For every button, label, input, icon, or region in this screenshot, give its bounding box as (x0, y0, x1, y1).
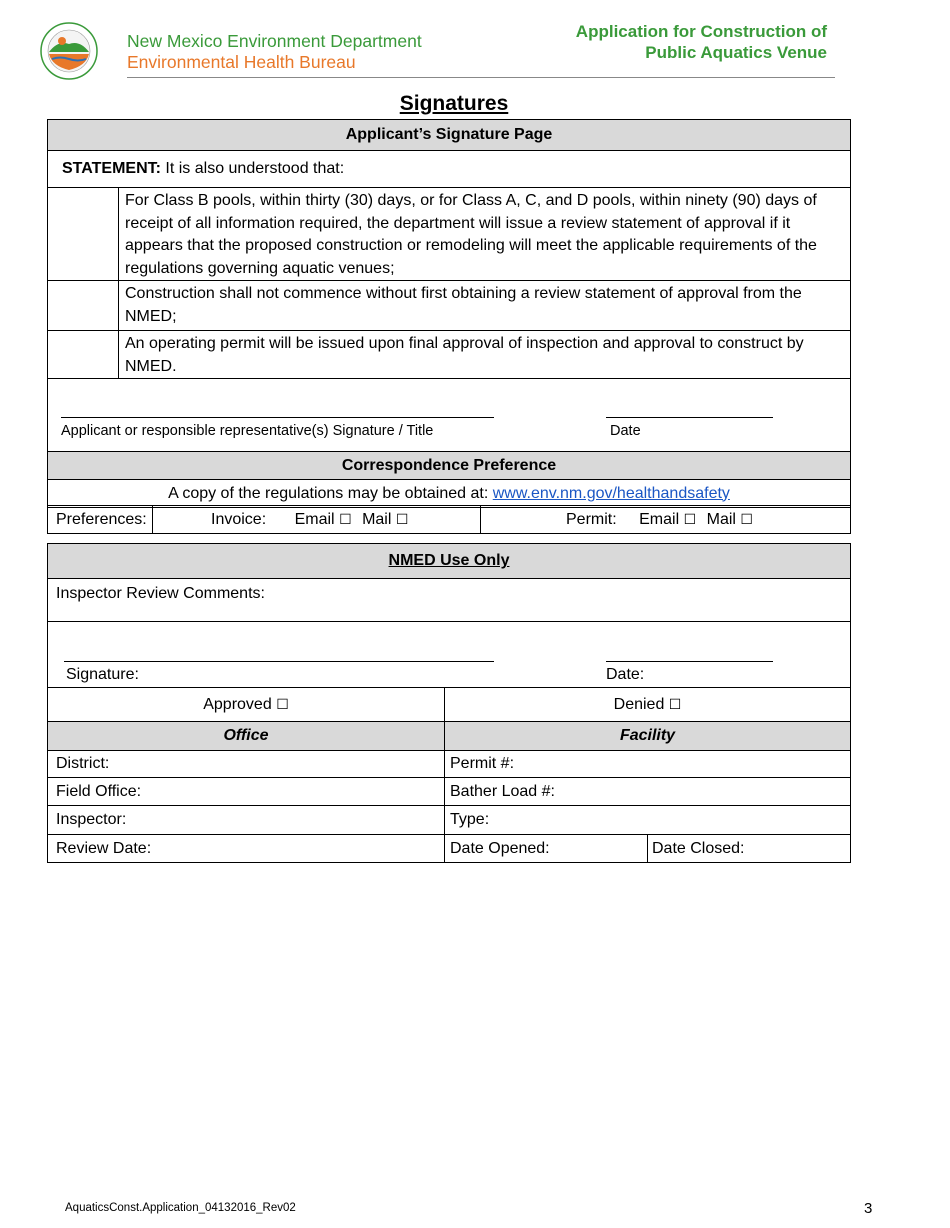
statement-item-1: For Class B pools, within thirty (30) days, or for Class A, C, and D pools, within ninety (90) days of receipt of all information required, the department will issue a review statement of approval if it appears that the proposed construction or remodeling will meet the applicable requirements of the regulations governing aquatic venues; (119, 188, 851, 281)
permit-preference (481, 506, 851, 534)
district-field[interactable]: District: (48, 751, 445, 778)
nmed-signature-row (48, 622, 851, 688)
permit-email-option[interactable] (639, 511, 696, 528)
office-header: Office (48, 722, 445, 751)
applicant-signature-label: Applicant or responsible representative(s) Signature / Title (61, 423, 434, 439)
page-title: Signatures (399, 92, 509, 115)
permit-email-label: Email (639, 510, 680, 528)
document-title-line1: Application for Construction of (575, 22, 827, 41)
inspector-signature-line[interactable] (64, 661, 494, 662)
statement-row (48, 151, 851, 188)
bureau-name: Environmental Health Bureau (127, 52, 356, 72)
statement-text: It is also understood that: (160, 160, 345, 177)
approved-checkbox[interactable]: ☐ (276, 696, 289, 713)
date-opened-field[interactable]: Date Opened: (445, 835, 648, 863)
item-bullet-cell (48, 331, 119, 379)
statement-item-2: Construction shall not commence without first obtaining a review statement of approval from the NMED; (119, 281, 851, 331)
invoice-preference (153, 506, 481, 534)
regulations-copy-row (48, 480, 851, 508)
footer-doc-id: AquaticsConst.Application_04132016_Rev02 (65, 1202, 296, 1214)
field-office-field[interactable]: Field Office: (48, 778, 445, 806)
permit-mail-option[interactable] (707, 511, 753, 528)
statement-label: STATEMENT: (62, 160, 161, 177)
inspector-signature-label: Signature: (66, 666, 139, 683)
applicant-signature-line[interactable] (61, 417, 494, 418)
invoice-email-label: Email (294, 510, 335, 528)
document-title-line2: Public Aquatics Venue (645, 43, 827, 62)
applicant-date-label: Date (610, 423, 641, 439)
denied-label: Denied (613, 695, 665, 713)
preferences-table (47, 505, 851, 534)
permit-mail-label: Mail (706, 510, 736, 528)
invoice-mail-checkbox[interactable]: ☐ (395, 511, 409, 528)
invoice-email-checkbox[interactable]: ☐ (339, 511, 352, 528)
permit-label: Permit: (566, 510, 617, 528)
facility-header: Facility (445, 722, 851, 751)
bather-load-field[interactable]: Bather Load #: (445, 778, 851, 806)
nmed-logo (40, 22, 98, 80)
applicant-date-line[interactable] (606, 417, 773, 418)
item-bullet-cell (48, 281, 119, 331)
applicant-section-title: Applicant’s Signature Page (48, 120, 851, 151)
header-divider (127, 77, 835, 78)
inspector-comments-label[interactable]: Inspector Review Comments: (48, 579, 851, 622)
approved-label: Approved (203, 695, 272, 713)
invoice-mail-option[interactable] (362, 511, 408, 528)
invoice-mail-label: Mail (362, 510, 392, 528)
preferences-label: Preferences: (48, 506, 153, 534)
inspector-date-label: Date: (606, 666, 645, 683)
document-title (576, 21, 827, 63)
date-closed-field[interactable]: Date Closed: (648, 835, 851, 863)
invoice-email-option[interactable] (295, 511, 352, 528)
denied-checkbox[interactable]: ☐ (668, 696, 682, 713)
item-bullet-cell (48, 188, 119, 281)
page-number: 3 (864, 1200, 873, 1217)
applicant-signature-row (48, 379, 851, 452)
department-name: New Mexico Environment Department (127, 31, 422, 51)
applicant-signature-table (47, 119, 851, 508)
review-date-field[interactable]: Review Date: (48, 835, 445, 863)
permit-email-checkbox[interactable]: ☐ (683, 511, 697, 528)
regulations-copy-text: A copy of the regulations may be obtained at: (168, 484, 493, 502)
permit-mail-checkbox[interactable]: ☐ (740, 511, 753, 528)
permit-number-field[interactable]: Permit #: (445, 751, 851, 778)
statement-item-3: An operating permit will be issued upon final approval of inspection and approval to construct by NMED. (119, 331, 851, 379)
approved-option[interactable] (48, 688, 445, 722)
inspector-date-line[interactable] (606, 661, 773, 662)
inspector-field[interactable]: Inspector: (48, 806, 445, 835)
type-field[interactable]: Type: (445, 806, 851, 835)
regulations-link[interactable]: www.env.nm.gov/healthandsafety (492, 484, 730, 502)
nmed-use-only-table (47, 543, 851, 863)
nmed-section-title: NMED Use Only (48, 544, 851, 579)
correspondence-title: Correspondence Preference (48, 452, 851, 480)
invoice-label: Invoice: (211, 510, 267, 528)
denied-option[interactable] (445, 688, 851, 722)
